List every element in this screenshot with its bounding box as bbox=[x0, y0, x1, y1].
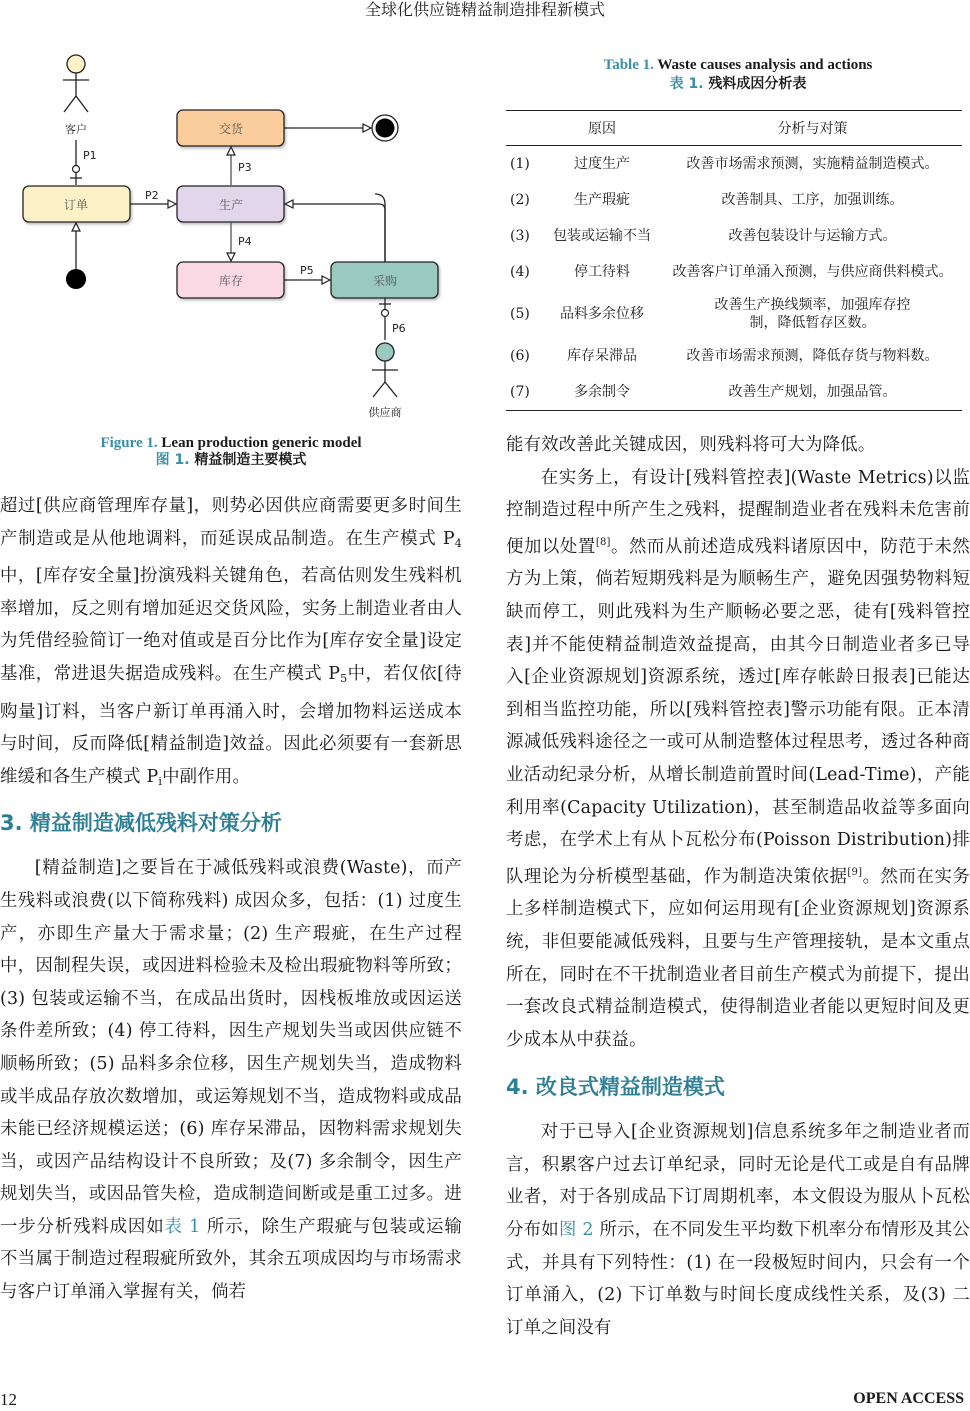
node-order-label: 订单 bbox=[63, 198, 89, 212]
row-num: (6) bbox=[510, 348, 530, 364]
figure-caption-label-cn: 图 1. bbox=[155, 452, 190, 468]
row-num: (2) bbox=[510, 192, 530, 208]
table-header-action: 分析与对策 bbox=[663, 111, 962, 146]
row-action: 改善客户订单涌入预测，与供应商供料模式。 bbox=[672, 264, 953, 280]
node-production bbox=[177, 186, 284, 222]
customer-head-icon bbox=[67, 55, 85, 73]
figure-1 bbox=[0, 40, 462, 468]
paragraph-waste-inventory bbox=[0, 490, 462, 798]
text-span: 在实务上，有设计[残料管控表](Waste Metrics)以监控制造过程中所产生之残料，提醒制造业者在残料未危害前便加以处置 bbox=[506, 467, 970, 557]
node-delivery bbox=[177, 110, 284, 146]
row-action: 改善市场需求预测，实施精益制造模式。 bbox=[686, 156, 939, 172]
table-caption-label-cn: 表 1. bbox=[669, 76, 704, 92]
row-cause: 停工待料 bbox=[574, 264, 630, 280]
row-num: (1) bbox=[510, 156, 530, 172]
table-row bbox=[506, 338, 962, 374]
start-node-icon bbox=[66, 269, 86, 289]
page-number: 12 bbox=[0, 1390, 17, 1409]
row-num: (5) bbox=[510, 306, 530, 322]
node-purchasing bbox=[331, 262, 438, 298]
subscript: 5 bbox=[340, 671, 348, 685]
table-header-row bbox=[506, 111, 962, 146]
node-purchasing-label: 采购 bbox=[372, 274, 398, 288]
edge-label-p1: P1 bbox=[83, 149, 97, 162]
edge-label-p2: P2 bbox=[145, 189, 159, 202]
row-num: (7) bbox=[506, 374, 541, 411]
table-row bbox=[506, 146, 962, 183]
subscript: 4 bbox=[454, 536, 462, 550]
row-num: (4) bbox=[510, 264, 530, 280]
figure-caption-text-cn: 精益制造主要模式 bbox=[194, 452, 307, 468]
waste-causes-table bbox=[506, 110, 962, 411]
citation-8[interactable]: [8] bbox=[595, 536, 611, 548]
paragraph-waste-metrics bbox=[506, 462, 970, 1057]
supplier-head-icon bbox=[376, 343, 394, 361]
text-span: 所示，在不同发生平均数下机率分布情形及其公式，并具有下列特性：(1) 在一段极短时间内，只会有一个订单涌入，(2) 下订单数与时间长度成线性关系，及(3) 二订单之间没有 bbox=[506, 1220, 970, 1338]
text-span: [精益制造]之要旨在于减低残料或浪费(Waste)，而产生残料或浪费(以下简称残料) 成因众多，包括：(1) 过度生产，亦即生产量大于需求量；(2) 生产瑕疵，在生产过程中，因制程失误，或因进料检验未及检出瑕疵物料等所致；(3) 包装或运输不当，在成品出货时，因栈板堆放或因运送条件差所致；(4) 停工待料，因生产规划失当或因供应链不顺畅所致；(5) 品料多余位移，因生产规划失当，造成物料或半成品存放次数增加，或运筹规划不当，造成物料或成品未能已经济规模运送；(6) 库存呆滞品，因物料需求规划失当，或因产品结构设计不良所致；及(7) 多余制令，因生产规划失当，或因品管失检，造成制造间断或是重工过多。进一步分析残料成因如 bbox=[0, 858, 462, 1237]
row-action: 改善制具、工序，加强训练。 bbox=[721, 192, 904, 208]
table-row bbox=[506, 254, 962, 290]
table-row bbox=[506, 374, 962, 411]
row-cause: 包装或运输不当 bbox=[553, 228, 651, 244]
node-inventory bbox=[177, 262, 284, 298]
figure-caption bbox=[0, 435, 462, 469]
text-span: 中副作用。 bbox=[162, 766, 251, 787]
row-num: (3) bbox=[510, 228, 530, 244]
node-inventory-label: 库存 bbox=[218, 274, 244, 288]
row-cause: 过度生产 bbox=[574, 156, 630, 172]
supplier-actor bbox=[369, 343, 402, 419]
row-action: 改善生产规划，加强品管。 bbox=[663, 374, 962, 411]
table-row bbox=[506, 218, 962, 254]
figure-caption-text-en: Lean production generic model bbox=[161, 435, 362, 451]
citation-9[interactable]: [9] bbox=[847, 866, 863, 878]
table-caption-label-en: Table 1. bbox=[603, 57, 654, 73]
customer-actor bbox=[63, 55, 89, 136]
subscript: i bbox=[158, 774, 163, 788]
edge-label-p6: P6 bbox=[392, 322, 406, 335]
customer-label: 客户 bbox=[65, 123, 87, 136]
edge-label-p4: P4 bbox=[238, 235, 252, 248]
left-column bbox=[0, 40, 462, 1309]
figure-caption-label-en: Figure 1. bbox=[100, 435, 158, 451]
table-row bbox=[506, 182, 962, 218]
table-caption bbox=[506, 56, 970, 94]
node-delivery-label: 交货 bbox=[218, 122, 244, 136]
running-title: 全球化供应链精益制造排程新模式 bbox=[364, 0, 605, 19]
edge-label-p3: P3 bbox=[238, 161, 252, 174]
row-cause: 多余制令 bbox=[541, 374, 663, 411]
lean-production-diagram bbox=[0, 40, 462, 435]
section-4-heading: 4. 改良式精益制造模式 bbox=[506, 1075, 725, 1100]
right-column bbox=[506, 40, 970, 1344]
supplier-label: 供应商 bbox=[368, 406, 402, 419]
text-span: 中，若仅依[待购量]订料，当客户新订单再涌入时，会增加物料运送成本与时间，反而降低[精益制造]效益。因此必须要有一套新思维缓和各生产模式 P bbox=[0, 663, 462, 787]
paragraph-waste-causes bbox=[0, 852, 462, 1308]
section-3-heading: 3. 精益制造减低残料对策分析 bbox=[0, 811, 282, 836]
figure-2-link[interactable]: 图 2 bbox=[558, 1220, 594, 1241]
text-span: 中，[库存安全量]扮演残料关键角色，若高估则发生残料机率增加，反之则有增加延迟交货风险，实务上制造业者由人为凭借经验简订一绝对值或是百分比作为[库存安全量]设定基准，常进退失据造成残料。在生产模式 P bbox=[0, 566, 462, 684]
table-caption-text-en: Waste causes analysis and actions bbox=[657, 57, 873, 73]
paragraph-continuation: 能有效改善此关键成因，则残料将可大为降低。 bbox=[506, 435, 876, 455]
row-action: 改善包装设计与运输方式。 bbox=[728, 228, 897, 244]
edge-label-p5: P5 bbox=[300, 264, 314, 277]
row-action: 改善市场需求预测，降低存货与物料数。 bbox=[686, 348, 939, 364]
text-span: 。然而在实务上多样制造模式下，应如何运用现有[企业资源规划]资源系统，非但要能减低残料，且要与生产管理接轨，是本文重点所在，同时在不干扰制造业者目前生产模式为前提下，提出一套改良式精益制造模式，使得制造业者能以更短时间及更少成本从中获益。 bbox=[506, 866, 970, 1050]
text-span: 。然而从前述造成残料诸原因中，防范于未然方为上策，倘若短期残料是为顺畅生产，避免因强势物料短缺而停工，则此残料为生产顺畅必要之恶，徒有[残料管控表]并不能使精益制造效益提高，由其今日制造业者多已导入[企业资源规划]资源系统，透过[库存帐龄日报表]已能达到相当监控功能，所以[残料管控表]警示功能有限。正本清源减低残料途径之一或可从制造整体过程思考，透过各种商业活动纪录分析，从增长制造前置时间(Lead-Time)，产能利用率(Capacity Utilization)，甚至制造品收益等多面向考虑，在学术上有从卜瓦松分布(Poisson Distribution)排队理论为分析模型基础，作为制造决策依据 bbox=[506, 536, 970, 887]
text-span: 超过[供应商管理库存量]，则势必因供应商需要更多时间生产制造或是从他地调料，而延误成品制造。在生产模式 P bbox=[0, 496, 462, 549]
row-cause: 生产瑕疵 bbox=[574, 192, 630, 208]
open-access-label: OPEN ACCESS bbox=[853, 1390, 964, 1407]
text-span: 所示，除生产瑕疵与包装或运输不当属于制造过程瑕疵所致外，其余五项成因均与市场需求与客户订单涌入掌握有关，倘若 bbox=[0, 1216, 462, 1303]
end-node-icon bbox=[372, 115, 398, 141]
table-caption-text-cn: 残料成因分析表 bbox=[708, 76, 807, 92]
table-row bbox=[506, 290, 962, 338]
table-header-num bbox=[506, 111, 541, 146]
node-production-label: 生产 bbox=[218, 198, 244, 212]
row-action: 改善生产换线频率，加强库存控制，降低暂存区数。 bbox=[714, 297, 911, 331]
row-cause: 库存呆滞品 bbox=[567, 348, 637, 364]
row-cause: 品料多余位移 bbox=[560, 306, 644, 322]
table-1-link[interactable]: 表 1 bbox=[164, 1216, 201, 1237]
text-span: 对于已导入[企业资源规划]信息系统多年之制造业者而言，积累客户过去订单纪录，同时无论是代工或是自有品牌业者，对于各别成品下订周期机率，本文假设为服从卜瓦松分布如 bbox=[506, 1122, 970, 1241]
table-header-cause: 原因 bbox=[541, 111, 663, 146]
node-order bbox=[23, 186, 130, 222]
paragraph-poisson bbox=[506, 1116, 970, 1344]
